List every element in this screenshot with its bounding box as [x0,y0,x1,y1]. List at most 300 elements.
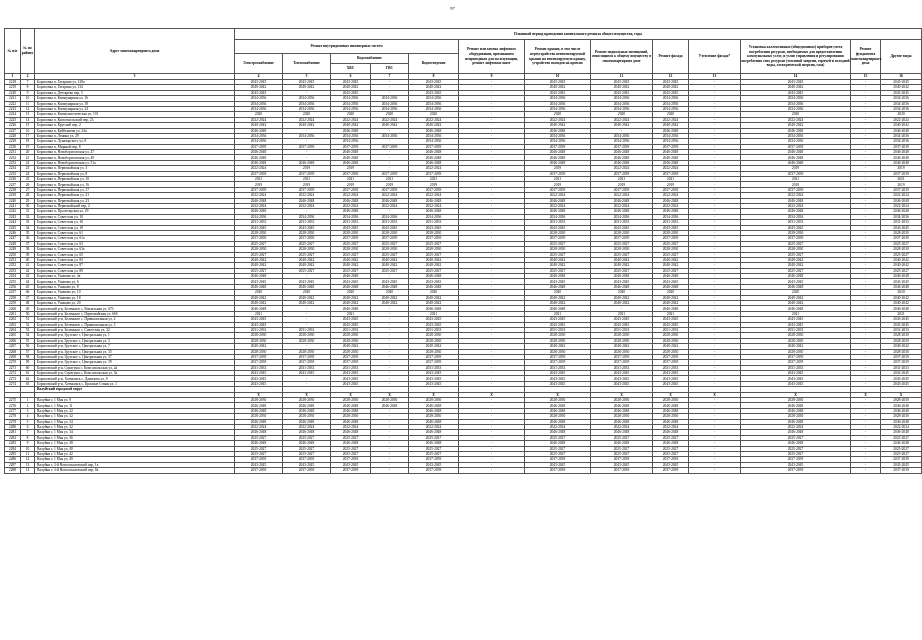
period-cell: 2043-2045 [235,376,283,381]
period-cell: 2020 [741,290,851,295]
district-number: 53 [21,327,35,332]
period-cell: 2034-2036 [741,101,851,106]
address-cell: Борисовка п, Первомайская ул, 23 [35,198,235,203]
period-cell: - [689,274,741,279]
period-cell: 2034-2036 [525,96,591,101]
period-cell: 2040-2042 [331,257,371,262]
period-cell: - [851,457,881,462]
period-cell: 2025-2027 [653,252,689,257]
period-cell: - [851,80,881,85]
row-number: 2278 [5,414,21,419]
period-cell: - [459,365,525,370]
address-cell: Борисовский р-н, Беленькое с, Привокзальная ул, 3 [35,322,235,327]
period-cell: - [851,252,881,257]
period-cell: 2046-2048 [591,441,653,446]
period-cell: 2040-2042 [525,301,591,306]
period-cell: - [689,317,741,322]
period-cell: 2043-2045 [591,322,653,327]
period-cell: - [371,90,409,95]
period-cell: 2034-2036 [591,101,653,106]
period-cell: 2040-2042 [881,344,922,349]
period-cell: - [459,274,525,279]
row-number: 2224 [5,112,21,117]
period-cell: 2019 [331,166,371,171]
period-cell: 2028-2030 [591,414,653,419]
period-cell: 2028-2030 [235,414,283,419]
period-cell: 2028-2030 [409,398,459,403]
period-cell: 2043-2045 [331,80,371,85]
period-cell: - [459,381,525,386]
period-cell: - [459,150,525,155]
period-cell: 2046-2048 [235,209,283,214]
period-cell: - [851,90,881,95]
period-cell: 2025-2027 [591,268,653,273]
period-cell: - [459,257,525,262]
period-cell: - [459,155,525,160]
period-cell: 2046-2048 [881,408,922,413]
period-cell: 2022-2024 [283,117,331,122]
period-cell: - [689,354,741,359]
period-cell: 2037-2039 [409,360,459,365]
period-cell: 2022-2024 [653,117,689,122]
period-cell: 2021 [653,311,689,316]
period-cell: - [851,322,881,327]
period-cell: 2037-2039 [283,144,331,149]
address-cell: Борисовка п, Ушакова ул, 4а [35,274,235,279]
period-cell: 2034-2036 [525,106,591,111]
period-cell: 2028-2030 [283,338,331,343]
period-cell: - [371,322,409,327]
period-cell: 2020 [409,112,459,117]
period-cell: 2021 [591,177,653,182]
period-cell: - [689,230,741,235]
period-cell: 2043-2045 [653,462,689,467]
period-cell: 2019 [283,182,331,187]
period-cell: 2046-2048 [741,128,851,133]
period-cell: 2037-2039 [881,354,922,359]
period-cell: 2037-2039 [409,144,459,149]
period-cell: 2025-2027 [331,268,371,273]
period-cell: 2046-2048 [409,430,459,435]
period-cell: 2020 [525,290,591,295]
header-num: № п/п [5,29,21,74]
period-cell: 2034-2036 [235,101,283,106]
period-cell: 2022-2024 [653,203,689,208]
period-cell: - [459,446,525,451]
address-cell: Валуйки г, 1 Мая ул, 38 [35,441,235,446]
period-cell: 2034-2036 [283,133,331,138]
period-cell: 2028-2030 [235,247,283,252]
period-cell: - [851,225,881,230]
period-cell: - [851,306,881,311]
address-cell: Борисовка п, Ушакова ул, 20 [35,301,235,306]
row-number: 2273 [5,376,21,381]
period-cell: - [459,112,525,117]
period-cell: - [689,414,741,419]
period-cell: 2046-2048 [653,198,689,203]
period-cell: 2046-2048 [371,403,409,408]
period-cell: - [689,295,741,300]
period-cell: 2037-2039 [409,171,459,176]
period-cell: 2037-2039 [283,457,331,462]
district-number: 13 [21,462,35,467]
period-cell: 2046-2048 [881,284,922,289]
district-number: 25 [21,177,35,182]
period-cell: 2037-2039 [331,171,371,176]
period-cell: - [371,451,409,456]
period-cell: 2025-2027 [235,435,283,440]
period-cell: 2046-2048 [235,150,283,155]
column-number: 16 [881,74,922,80]
period-cell: - [371,435,409,440]
period-cell: - [689,171,741,176]
period-cell: - [851,371,881,376]
header-insulation: Утепление фасада* [689,40,741,74]
address-cell: Валуйки г, 2-й Новосоколовский пер, 1а [35,462,235,467]
period-cell: - [283,90,331,95]
district-number: 51 [21,317,35,322]
district-number: 15 [21,123,35,128]
period-cell: 2025-2027 [741,268,851,273]
period-cell: - [689,311,741,316]
period-cell: 2025-2027 [741,252,851,257]
period-cell: 2022-2024 [409,425,459,430]
district-number: 24 [21,171,35,176]
period-cell: - [851,327,881,332]
period-cell: 2019 [235,182,283,187]
row-number: 2271 [5,365,21,370]
period-cell: 2046-2048 [409,403,459,408]
period-cell: - [851,317,881,322]
period-cell: 2025-2027 [235,446,283,451]
period-cell: 2025-2027 [653,446,689,451]
period-cell: - [459,160,525,165]
district-number: 11 [21,451,35,456]
period-cell: - [283,139,331,144]
period-cell: 2043-2045 [653,371,689,376]
period-cell: 2046-2048 [653,306,689,311]
period-cell: 2037-2039 [235,468,283,473]
period-cell: 2043-2045 [409,225,459,230]
header-num-district: № по району [21,29,35,74]
period-cell: 2037-2039 [591,236,653,241]
period-cell: - [459,457,525,462]
period-cell: 2037-2039 [371,171,409,176]
period-cell: 2034-2036 [283,214,331,219]
period-cell: 2040-2042 [283,257,331,262]
header-other: Другие виды [881,40,922,74]
period-cell: - [459,133,525,138]
period-cell: - [371,371,409,376]
period-cell: 2037-2039 [653,171,689,176]
district-number: 41 [21,263,35,268]
period-cell: 2025-2027 [881,241,922,246]
period-cell: 2040-2042 [283,263,331,268]
period-cell: - [689,101,741,106]
period-cell: 2028-2030 [741,230,851,235]
period-cell: 2022-2024 [525,425,591,430]
period-cell: 2043-2045 [653,317,689,322]
address-cell: Борисовка п, Куйбышева ул, 24а [35,128,235,133]
period-cell: 2046-2048 [653,209,689,214]
period-cell: 2025-2027 [881,268,922,273]
period-cell: 2046-2048 [283,160,331,165]
row-number: 2258 [5,295,21,300]
period-cell: 2034-2036 [741,96,851,101]
address-cell: Борисовка п, Комсомольский пер, 23 [35,117,235,122]
period-cell: 2025-2027 [283,268,331,273]
period-cell: 2046-2048 [331,403,371,408]
period-cell: 2046-2048 [881,198,922,203]
row-number: 2250 [5,252,21,257]
period-cell: 2028-2030 [591,349,653,354]
period-cell: - [459,371,525,376]
address-cell: Борисовка п, Ленина ул, 29 [35,133,235,138]
row-number: 2276 [5,403,21,408]
period-cell: 2021 [653,177,689,182]
district-number: 54 [21,333,35,338]
address-cell: Борисовка п, Луначарского ул, 8 [35,139,235,144]
period-cell: - [851,85,881,90]
district-number: 9 [21,90,35,95]
period-cell: 2043-2045 [741,225,851,230]
period-cell: - [371,381,409,386]
period-cell: 2025-2027 [525,252,591,257]
period-cell: - [689,344,741,349]
period-cell: 2046-2048 [331,441,371,446]
period-cell: 2046-2048 [653,128,689,133]
period-cell: - [459,338,525,343]
period-cell: 2043-2045 [235,279,283,284]
period-cell: - [689,187,741,192]
address-cell: Борисовка п, Советская ул, 61а [35,236,235,241]
header-drainage: Водоотведение [409,54,459,74]
period-cell: - [689,446,741,451]
period-cell: 2028-2030 [283,414,331,419]
district-number: 3 [21,408,35,413]
period-cell: 2028-2030 [741,398,851,403]
page-number: 97 [450,6,455,11]
period-cell: 2043-2045 [331,225,371,230]
period-cell: 2037-2039 [409,187,459,192]
period-cell: 2043-2045 [881,80,922,85]
period-cell: - [459,419,525,424]
period-cell: 2046-2048 [881,209,922,214]
district-number: 43 [21,274,35,279]
period-cell: - [459,263,525,268]
period-cell: 2040-2042 [331,263,371,268]
period-cell: 2025-2027 [741,241,851,246]
row-number: 2274 [5,381,21,386]
period-cell: 2022-2024 [235,117,283,122]
period-cell: - [851,257,881,262]
period-cell: 2043-2045 [881,225,922,230]
period-cell: 2028-2030 [653,338,689,343]
period-cell: 2034-2036 [591,133,653,138]
address-cell: Борисовка п, Круглый пер, 2 [35,123,235,128]
period-cell: 2021 [591,311,653,316]
period-cell: - [851,290,881,295]
period-cell: 2022-2024 [283,203,331,208]
period-cell: 2037-2039 [591,144,653,149]
period-cell: - [689,381,741,386]
period-cell: 2025-2027 [331,451,371,456]
address-cell: Борисовский р-н, Стригуны с, Комсомольская ул, 2а [35,365,235,370]
address-cell: Борисовка п, Советская ул, 10 [35,214,235,219]
period-cell: - [371,85,409,90]
row-number: 2223 [5,106,21,111]
period-cell: 2025-2027 [525,446,591,451]
x-mark: X [689,392,741,397]
period-cell: 2025-2027 [881,252,922,257]
row-number: 2284 [5,446,21,451]
period-cell: 2037-2039 [591,468,653,473]
period-cell: 2028-2030 [331,338,371,343]
period-cell: - [459,80,525,85]
period-cell: - [851,160,881,165]
row-number: 2245 [5,225,21,230]
district-number: 11 [21,101,35,106]
period-cell: 2034-2036 [741,133,851,138]
period-cell: - [689,139,741,144]
period-cell: 2043-2045 [881,317,922,322]
address-cell: Борисовка п, Первомайская ул, 16 [35,182,235,187]
period-cell: 2037-2039 [235,457,283,462]
period-cell: 2034-2036 [371,133,409,138]
period-cell: - [851,398,881,403]
period-cell: 2021 [741,311,851,316]
period-cell: 2043-2045 [591,381,653,386]
period-cell: 2040-2042 [371,263,409,268]
x-mark: X [525,392,591,397]
period-cell: - [459,214,525,219]
period-cell: - [689,408,741,413]
period-cell: - [283,376,331,381]
period-cell: 2031-2033 [591,220,653,225]
row-number: 2231 [5,150,21,155]
period-cell: 2043-2045 [331,381,371,386]
district-number: 44 [21,279,35,284]
district-number: 23 [21,166,35,171]
period-cell: 2034-2036 [409,214,459,219]
period-cell: 2046-2048 [331,408,371,413]
period-cell: - [689,241,741,246]
period-cell: 2046-2048 [409,284,459,289]
period-cell: 2043-2045 [409,317,459,322]
district-number: 52 [21,322,35,327]
period-cell: 2046-2048 [235,408,283,413]
period-cell: 2046-2048 [881,403,922,408]
period-cell: 2022-2024 [741,193,851,198]
period-cell: - [459,451,525,456]
address-cell: Борисовка п, Гагарина ул, 134 [35,85,235,90]
period-cell: 2025-2027 [283,435,331,440]
period-cell: 2043-2045 [525,376,591,381]
period-cell: - [851,349,881,354]
period-cell: - [459,468,525,473]
period-cell: 2025-2027 [881,446,922,451]
period-cell: 2022-2024 [371,117,409,122]
period-cell: 2022-2024 [283,425,331,430]
period-cell: 2043-2045 [591,80,653,85]
period-cell: 2025-2027 [371,252,409,257]
period-cell: 2031-2033 [283,327,331,332]
period-cell: 2046-2048 [653,150,689,155]
period-cell: 2037-2039 [741,468,851,473]
district-number: 14 [21,117,35,122]
period-cell: 2046-2048 [409,419,459,424]
row-number: 2264 [5,327,21,332]
period-cell: 2034-2036 [653,106,689,111]
x-mark: X [283,392,331,397]
period-cell: - [459,311,525,316]
period-cell: 2034-2036 [371,96,409,101]
period-cell: 2043-2045 [591,462,653,467]
period-cell: 2031-2033 [881,327,922,332]
period-cell: 2028-2030 [653,247,689,252]
period-cell: 2046-2048 [409,128,459,133]
period-cell: 2031-2033 [741,365,851,370]
district-number: 46 [21,290,35,295]
period-cell: 2040-2042 [591,123,653,128]
period-cell: 2022-2024 [331,203,371,208]
period-cell: 2028-2030 [283,247,331,252]
period-cell: - [851,230,881,235]
period-cell: 2025-2027 [741,446,851,451]
period-cell: 2040-2042 [525,123,591,128]
period-cell: - [851,171,881,176]
period-cell: 2046-2048 [741,155,851,160]
period-cell: 2028-2030 [409,349,459,354]
address-cell: Валуйки г, 1 Мая ул, 32 [35,425,235,430]
row-number: 2234 [5,166,21,171]
period-cell: - [851,106,881,111]
period-cell: 2043-2045 [409,80,459,85]
address-cell: Борисовский р-н, Грузское с, Центральная ул, 35 [35,349,235,354]
address-cell: Валуйки г, 3-й Новосоколовский пер, 8а [35,468,235,473]
x-mark: X [331,392,371,397]
district-number: 32 [21,214,35,219]
period-cell: - [689,430,741,435]
district-number: 7 [21,430,35,435]
period-cell: 2040-2042 [331,301,371,306]
period-cell: 2028-2030 [653,414,689,419]
period-cell: - [459,225,525,230]
district-number: 31 [21,209,35,214]
period-cell: - [689,177,741,182]
period-cell: - [283,322,331,327]
district-number: 47 [21,295,35,300]
district-title: Валуйский городской округ [35,387,235,392]
period-cell: 2040-2042 [235,263,283,268]
period-cell: 2022-2024 [741,117,851,122]
period-cell: 2037-2039 [525,144,591,149]
period-cell: 2040-2042 [741,123,851,128]
period-cell: - [459,128,525,133]
period-cell: 2043-2045 [235,90,283,95]
district-number: 29 [21,198,35,203]
district-number: 58 [21,354,35,359]
period-cell: 2037-2039 [283,171,331,176]
period-cell: - [851,241,881,246]
period-cell: 2025-2027 [331,435,371,440]
address-cell: Борисовка п, Советская ул, 63 [35,241,235,246]
period-cell: - [459,408,525,413]
period-cell: 2040-2042 [371,295,409,300]
period-cell: - [851,274,881,279]
period-cell: 2040-2042 [591,85,653,90]
period-cell: 2040-2042 [653,85,689,90]
